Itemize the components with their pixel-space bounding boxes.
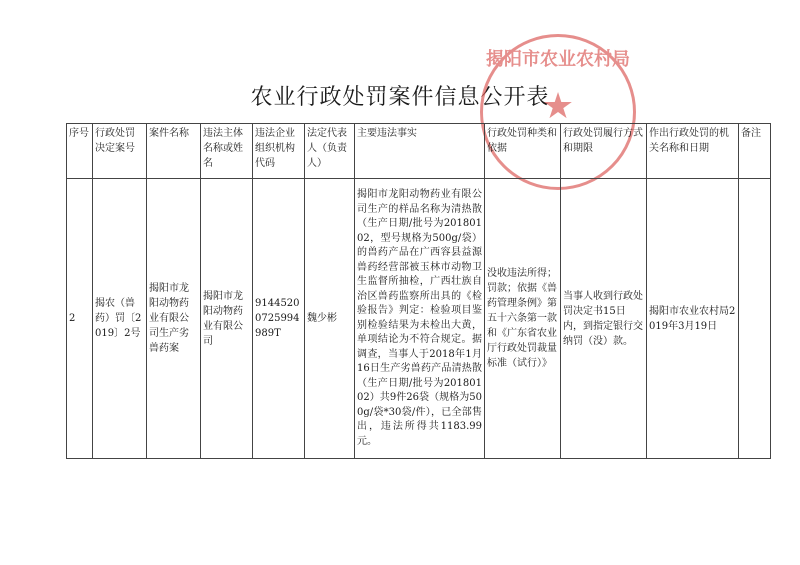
header-org-code: 违法企业组织机构代码 — [253, 124, 305, 179]
cell-authority: 揭阳市农业农村局2019年3月19日 — [647, 179, 739, 459]
cell-subject-name: 揭阳市龙阳动物药业有限公司 — [201, 179, 253, 459]
header-authority: 作出行政处罚的机关名称和日期 — [647, 124, 739, 179]
cell-legal-rep: 魏少彬 — [305, 179, 355, 459]
header-main-facts: 主要违法事实 — [355, 124, 485, 179]
cell-case-name: 揭阳市龙阳动物药业有限公司生产劣兽药案 — [147, 179, 201, 459]
header-legal-rep: 法定代表人（负责人） — [305, 124, 355, 179]
header-row — [67, 124, 771, 179]
header-case-name: 案件名称 — [147, 124, 201, 179]
cell-remarks — [739, 179, 771, 459]
seal-text: 揭阳市农业农村局 — [486, 49, 630, 70]
star-icon: ★ — [541, 86, 575, 127]
header-subject-name: 违法主体名称或姓名 — [201, 124, 253, 179]
cell-penalty-type: 没收违法所得；罚款；依据《兽药管理条例》第五十六条第一款和《广东省农业厅行政处罚裁量标准（试行）》 — [485, 179, 561, 459]
page-title: 农业行政处罚案件信息公开表 — [250, 85, 550, 110]
cell-main-facts: 揭阳市龙阳动物药业有限公司生产的样品名称为清热散（生产日期/批号为20180102，型号规格为500g/袋）的兽药产品在广西容县益源兽药经营部被玉林市动物卫生监督所抽检，广西壮族自治区兽药监察所出具的《检验报告》判定：检验项目鉴别检验结果为未检出大黄，单项结论为不符合规定。据调查，当事人于2018年1月16日生产劣兽药产品清热散（生产日期/批号为20180102）共9件26袋（规格为500g/袋*30袋/件），已全部售出，违法所得共1183.99元。 — [355, 179, 485, 459]
cell-execution: 当事人收到行政处罚决定书15日内，到指定银行交纳罚（没）款。 — [561, 179, 647, 459]
header-remarks: 备注 — [739, 124, 771, 179]
header-decision-no: 行政处罚决定案号 — [93, 124, 147, 179]
cell-seq: 2 — [67, 179, 93, 459]
header-penalty-type: 行政处罚种类和依据 — [485, 124, 561, 179]
cell-org-code: 91445200725994989T — [253, 179, 305, 459]
table-row — [67, 179, 771, 459]
cell-decision-no: 揭农（兽药）罚〔2019〕2号 — [93, 179, 147, 459]
case-table — [66, 123, 771, 459]
header-seq: 序号 — [67, 124, 93, 179]
header-execution: 行政处罚履行方式和期限 — [561, 124, 647, 179]
